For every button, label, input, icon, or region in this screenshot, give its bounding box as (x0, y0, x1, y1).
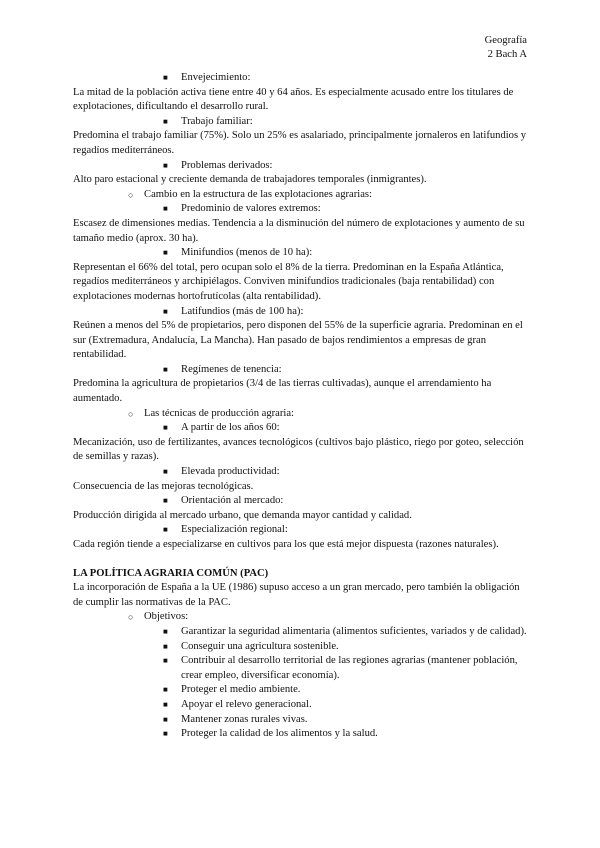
objetivos-heading: ○ Objetivos: (73, 610, 531, 625)
bullet-trabajo-familiar: ■ Trabajo familiar: (73, 115, 531, 130)
list-item: ■ Proteger la calidad de los alimentos y la salud. (73, 727, 531, 742)
bullet-especializacion: ■ Especialización regional: (73, 523, 531, 538)
bullet-minifundios: ■ Minifundios (menos de 10 ha): (73, 246, 531, 261)
para-envejecimiento: La mitad de la población activa tiene entre 40 y 64 años. Es especialmente acusado entre los titulares de explotaciones, dificultando el desarrollo rural. (73, 86, 514, 113)
document-body (73, 71, 531, 742)
para-predominio: Escasez de dimensiones medias. Tendencia a la disminución del número de explotaciones y aumento de su tamaño medio (aprox. 30 ha). (73, 217, 525, 244)
para-latifundios: Reúnen a menos del 5% de propietarios, pero disponen del 55% de la superficie agraria. Predominan en el sur (Extremadura, Andalucía, La Mancha). Han pasado de bajos rendimientos a empresas de gran rentabilidad. (73, 320, 523, 361)
list-item: ■ Proteger el medio ambiente. (73, 683, 531, 698)
para-tenencia: Predomina la agricultura de propietarios (3/4 de las tierras cultivadas), aunque el arrendamiento ha aumentado. (73, 378, 492, 405)
bullet-predominio: ■ Predominio de valores extremos: (73, 202, 531, 217)
header-subject: Geografía (484, 35, 527, 46)
bullet-latifundios: ■ Latifundios (más de 100 ha): (73, 305, 531, 320)
pac-intro: La incorporación de España a la UE (1986) supuso acceso a un gran mercado, pero también la obligación de cumplir las normativas de la PAC. (73, 582, 520, 608)
para-anos-60: Mecanización, uso de fertilizantes, avances tecnológicos (cultivos bajo plástico, riego por goteo, selección de semillas y razas). (73, 436, 524, 463)
bullet-productividad: ■ Elevada productividad: (73, 465, 531, 480)
page-header (485, 34, 527, 62)
header-course: 2 Bach A (487, 49, 527, 60)
bullet-problemas: ■ Problemas derivados: (73, 159, 531, 174)
bullet-tenencia: ■ Regímenes de tenencia: (73, 363, 531, 378)
para-productividad: Consecuencia de las mejoras tecnológicas. (73, 480, 254, 492)
list-item: ■ Conseguir una agricultura sostenible. (73, 640, 531, 655)
para-trabajo-familiar: Predomina el trabajo familiar (75%). Solo un 25% es asalariado, principalmente jornaleros en latifundios y regadíos mediterráneos. (73, 130, 527, 156)
heading-tecnicas: ○ Las técnicas de producción agraria: (73, 407, 531, 422)
list-item: ■ Contribuir al desarrollo territorial de las regiones agrarias (mantener población, crear empleo, diversificar economía). (73, 654, 531, 683)
bullet-anos-60: ■ A partir de los años 60: (73, 421, 531, 436)
para-mercado: Producción dirigida al mercado urbano, que demanda mayor cantidad y calidad. (73, 509, 412, 521)
para-problemas: Alto paro estacional y creciente demanda de trabajadores temporales (inmigrantes). (73, 174, 427, 186)
para-minifundios: Representan el 66% del total, pero ocupan solo el 8% de la tierra. Predominan en la España Atlántica, regadíos mediterráneos y archipiélagos. Conviven minifundios tradicionales (baja rentabilidad) con explotaciones modernas hortofrutícolas (alta rentabilidad). (73, 261, 504, 302)
list-item: ■ Apoyar el relevo generacional. (73, 698, 531, 713)
objetivos-list (73, 625, 531, 742)
pac-title: LA POLÍTICA AGRARIA COMÚN (PAC) (73, 567, 269, 579)
list-item: ■ Mantener zonas rurales vivas. (73, 713, 531, 728)
list-item: ■ Garantizar la seguridad alimentaria (alimentos suficientes, variados y de calidad). (73, 625, 531, 640)
heading-estructura: ○ Cambio en la estructura de las explotaciones agrarias: (73, 188, 531, 203)
para-especializacion: Cada región tiende a especializarse en cultivos para los que está mejor dispuesta (razones naturales). (73, 539, 499, 550)
bullet-envejecimiento: ■ Envejecimiento: (73, 71, 531, 86)
bullet-mercado: ■ Orientación al mercado: (73, 494, 531, 509)
